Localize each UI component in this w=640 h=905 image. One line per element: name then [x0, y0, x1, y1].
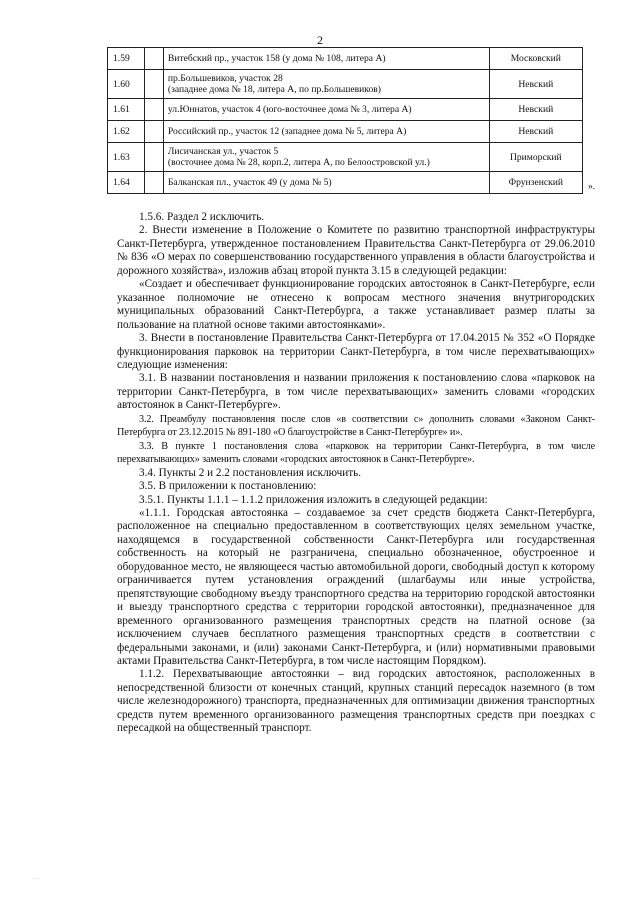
table-row — [108, 121, 583, 143]
paragraph: 3.5.1. Пункты 1.1.1 – 1.1.2 приложения изложить в следующей редакции: — [139, 493, 488, 506]
address-line: Лисичанская ул., участок 5 — [167, 146, 279, 157]
paragraph: 1.1.2. Перехватывающие автостоянки – вид городских автостоянок, расположенных в непосредственной близости от конечных станций, крупных станций пересадок наземного (в том числе железнодорожного) транспорта, предназначенных для оптимизации движения транспортных средств путем временного организованного размещения транспортных средств при поездках с пересадкой на общественный транспорт. — [117, 668, 595, 735]
row-number: 1.64 — [108, 172, 145, 194]
district-cell: Невский — [489, 121, 582, 143]
row-number: 1.59 — [108, 48, 145, 70]
address-line: Российский пр., участок 12 (западнее дома № 5, литера А) — [167, 126, 407, 137]
empty-cell — [145, 143, 163, 172]
address-line: ул.Юннатов, участок 4 (юго-восточнее дома № 3, литера А) — [167, 104, 412, 115]
paragraph: 2. Внести изменение в Положение о Комитете по развитию транспортной инфраструктуры Санкт-Петербурга, утвержденное постановлением Правительства Санкт-Петербурга от 29.06.2010 № 836 «О мерах по совершенствованию государственного управления в области благоустройства и дорожного хозяйства», изложив абзац второй пункта 3.15 в следующей редакции: — [117, 224, 595, 277]
table-row — [108, 70, 583, 99]
address-cell — [163, 121, 489, 143]
table-row — [108, 99, 583, 121]
empty-cell — [145, 70, 163, 99]
row-number: 1.63 — [108, 143, 145, 172]
district-cell: Московский — [489, 48, 582, 70]
table-row — [108, 48, 583, 70]
paragraph: 3.2. Преамбулу постановления после слов «в соответствии с» дополнить словами «Законом Санкт-Петербурга от 23.12.2015 № 891-180 «О благоустройстве в Санкт-Петербурге» и». — [117, 413, 595, 439]
paragraph: «Создает и обеспечивает функционирование городских автостоянок в Санкт-Петербурге, если указанное полномочие не отнесено к вопросам местного значения внутригородских муниципальных образований Санкт-Петербурга, а также устанавливает размер платы за пользование на платной основе такими автостоянками». — [117, 278, 595, 331]
page-number: 2 — [317, 33, 323, 47]
empty-cell — [145, 48, 163, 70]
address-cell — [163, 48, 489, 70]
district-cell: Невский — [489, 99, 582, 121]
paragraph: 3.1. В названии постановления и названии приложения к постановлению слова «парковок на территории Санкт-Петербурга, в том числе перехватывающих» заменить словами «городских автостоянок в Санкт-Петербурге». — [117, 372, 595, 412]
row-number: 1.60 — [108, 70, 145, 99]
paragraph: 3. Внести в постановление Правительства Санкт-Петербурга от 17.04.2015 № 352 «О Порядке функционирования парковок на территории Санкт-Петербурга, в том числе перехватывающих» следующие изменения: — [117, 332, 595, 371]
table-row — [108, 143, 583, 172]
empty-cell — [145, 172, 163, 194]
row-number: 1.62 — [108, 121, 145, 143]
table-row — [108, 172, 583, 194]
address-line: Витебский пр., участок 158 (у дома № 108, литера А) — [167, 53, 386, 64]
document-body — [117, 211, 595, 736]
address-line: Балканская пл., участок 49 (у дома № 5) — [167, 177, 332, 188]
district-cell: Фрунзенский — [489, 172, 582, 194]
paragraph: 3.5. В приложении к постановлению: — [139, 480, 317, 493]
paragraph: 3.3. В пункте 1 постановления слова «парковок на территории Санкт-Петербурга, в том числе перехватывающих» заменить словами «городских автостоянок в Санкт-Петербурге». — [117, 440, 595, 466]
parking-address-table — [107, 47, 583, 194]
paragraph: «1.1.1. Городская автостоянка – создаваемое за счет средств бюджета Санкт-Петербурга, расположенное на специально предоставленном в соответствующих целях земельном участке, находящемся в государственной собственности Санкт-Петербурга или государственная собственность на который не разграничена, специально обозначенное, обустроенное и оборудованное место, не являющееся частью автомобильной дороги, свободный доступ к которому ограничивается путем установления ограждений (шлагбаумы или иные устройства, препятствующие свободному въезду транспортного средства на территорию городской автостоянки и выезду транспортного средства с территории городской автостоянки), предназначенное для временного организованного размещения транспортных средств на платной основе (за исключением случаев бесплатного размещения транспортных средств в соответствии с федеральными законами, и (или) законами Санкт-Петербурга, и (или) нормативными правовыми актами Правительства Санкт-Петербурга, в том числе настоящим Порядком). — [117, 506, 595, 667]
address-cell — [163, 172, 489, 194]
empty-cell — [145, 121, 163, 143]
address-line: пр.Большевиков, участок 28 — [167, 73, 283, 84]
empty-cell — [145, 99, 163, 121]
address-cell — [163, 99, 489, 121]
paragraph: 1.5.6. Раздел 2 исключить. — [139, 211, 265, 223]
address-cell — [163, 143, 489, 172]
address-cell — [163, 70, 489, 99]
scan-artifact: . . . — [33, 875, 41, 881]
table-closing-quote: ». — [588, 182, 596, 192]
row-number: 1.61 — [108, 99, 145, 121]
address-line-2: (восточнее дома № 28, корп.2, литера А, по Белоостровской ул.) — [167, 157, 430, 168]
paragraph: 3.4. Пункты 2 и 2.2 постановления исключить. — [139, 466, 361, 479]
district-cell: Невский — [489, 70, 582, 99]
district-cell: Приморский — [489, 143, 582, 172]
address-line-2: (западнее дома № 18, литера А, по пр.Большевиков) — [167, 84, 382, 95]
